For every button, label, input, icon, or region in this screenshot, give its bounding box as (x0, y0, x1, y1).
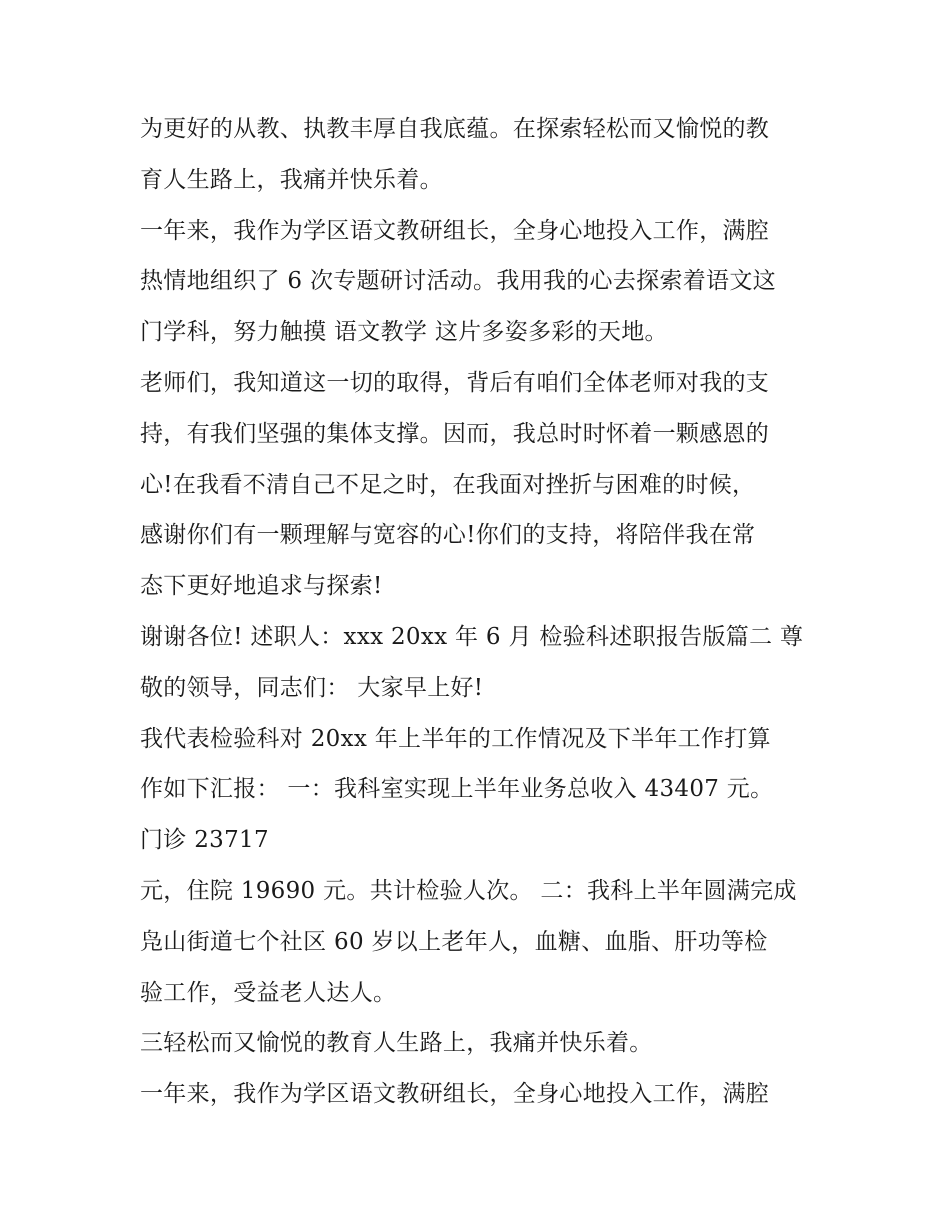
text-line: 作如下汇报： 一：我科室实现上半年业务总收入 43407 元。 (140, 776, 774, 803)
text-line: 育人生路上，我痛并快乐着。 (140, 166, 443, 193)
text-line: 凫山街道七个社区 60 岁以上老年人，血糖、血脂、肝功等检 (140, 928, 768, 955)
text-line: 三轻松而又愉悦的教育人生路上，我痛并快乐着。 (140, 1030, 653, 1057)
text-line: 元，住院 19690 元。共计检验人次。 二：我科上半年圆满完成 (140, 877, 797, 904)
text-line: 一年来，我作为学区语文教研组长，全身心地投入工作，满腔 (140, 1081, 770, 1108)
text-line: 我代表检验科对 20xx 年上半年的工作情况及下半年工作打算 (140, 725, 771, 752)
text-line: 敬的领导，同志们： 大家早上好! (140, 674, 484, 701)
text-line: 谢谢各位! 述职人：xxx 20xx 年 6 月 检验科述职报告版篇二 尊 (140, 623, 804, 650)
text-line: 门诊 23717 (140, 827, 269, 854)
text-line: 热情地组织了 6 次专题研讨活动。我用我的心去探索着语文这 (140, 268, 776, 295)
text-line: 为更好的从教、执教丰厚自我底蕴。在探索轻松而又愉悦的教 (140, 116, 770, 142)
text-line: 心!在我看不清自己不足之时，在我面对挫折与困难的时候， (140, 471, 756, 498)
text-line: 一年来，我作为学区语文教研组长，全身心地投入工作，满腔 (140, 217, 770, 244)
text-line: 验工作，受益老人达人。 (140, 979, 397, 1006)
text-line: 持，有我们坚强的集体支撑。因而，我总时时怀着一颗感恩的 (140, 420, 770, 447)
text-line: 态下更好地追求与探索! (140, 573, 383, 600)
text-line: 老师们，我知道这一切的取得，背后有咱们全体老师对我的支 (140, 369, 770, 396)
document-body (140, 104, 830, 1120)
text-line: 感谢你们有一颗理解与宽容的心!你们的支持，将陪伴我在常 (140, 522, 756, 549)
text-line: 门学科，努力触摸 语文教学 这片多姿多彩的天地。 (140, 319, 668, 346)
